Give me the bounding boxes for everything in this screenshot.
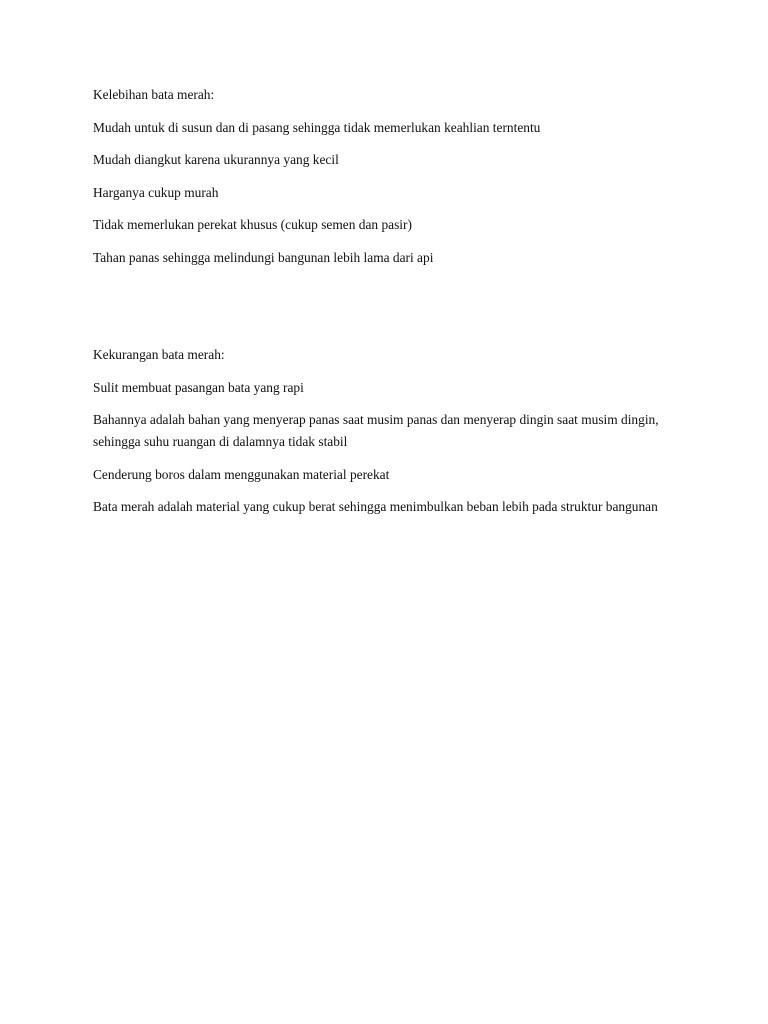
advantage-item: Tahan panas sehingga melindungi bangunan lebih lama dari api: [93, 249, 434, 265]
advantage-item: Harganya cukup murah: [93, 184, 219, 200]
disadvantage-item: Bahannya adalah bahan yang menyerap panas saat musim panas dan menyerap dingin saat musim dingin, sehingga suhu ruangan di dalamnya tidak stabil: [93, 412, 659, 449]
disadvantage-item: Sulit membuat pasangan bata yang rapi: [93, 379, 304, 395]
section-spacer: [93, 279, 663, 344]
advantages-heading: Kelebihan bata merah:: [93, 87, 215, 102]
disadvantage-item: Bata merah adalah material yang cukup berat sehingga menimbulkan beban lebih pada struktur bangunan: [93, 499, 658, 514]
advantage-item: Tidak memerlukan perekat khusus (cukup semen dan pasir): [93, 217, 412, 232]
document-page: [93, 84, 663, 529]
disadvantages-heading: Kekurangan bata merah:: [93, 347, 225, 362]
advantage-item: Mudah untuk di susun dan di pasang sehingga tidak memerlukan keahlian terntentu: [93, 119, 541, 135]
disadvantage-item: Cenderung boros dalam menggunakan material perekat: [93, 466, 390, 482]
disadvantages-section: [93, 344, 663, 518]
advantages-section: [93, 84, 663, 269]
advantage-item: Mudah diangkut karena ukurannya yang kecil: [93, 152, 339, 167]
